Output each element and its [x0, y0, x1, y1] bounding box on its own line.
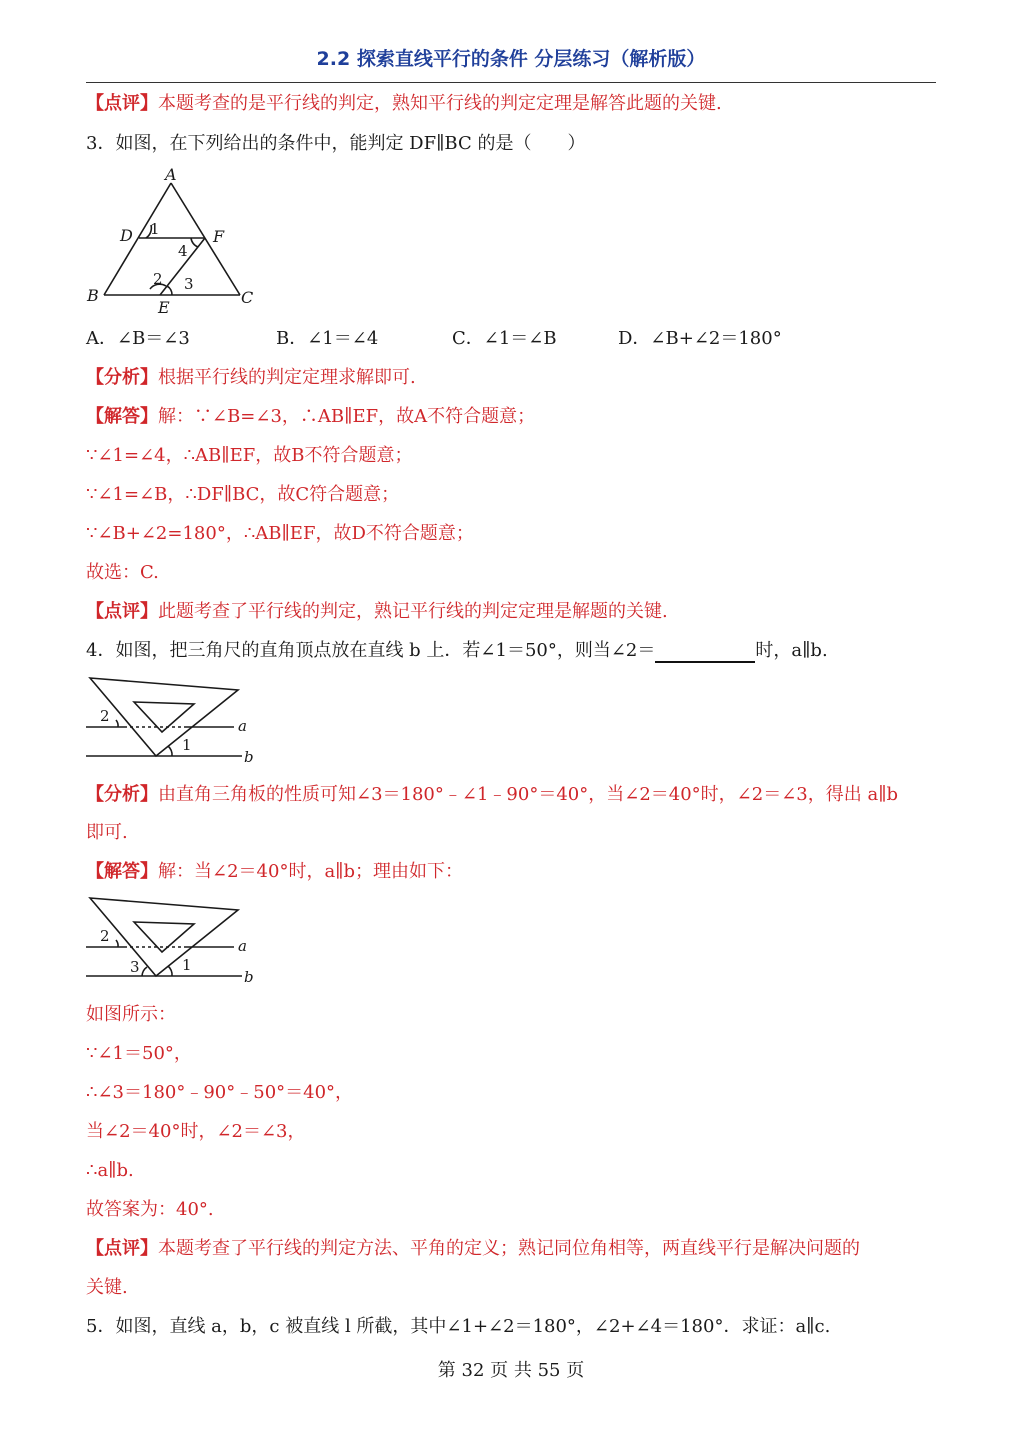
option-c: C．∠1＝∠B: [452, 328, 557, 349]
q3-answer-line-3: ∵∠1=∠B，∴DF∥BC，故C符合题意；: [86, 484, 400, 505]
side-ac: [171, 183, 240, 295]
angle-2-arc: [116, 940, 118, 947]
q4-review-line-1: [86, 1237, 860, 1261]
q4-stem-post: 时，a∥b.: [755, 640, 828, 661]
label-angle-1: 1: [182, 736, 192, 754]
q3-answer-line-4: ∵∠B+∠2=180°，∴AB∥EF，故D不符合题意；: [86, 523, 474, 544]
header-divider: [86, 82, 936, 83]
q4-answer-line-1: [86, 860, 463, 884]
angle-4-arc: [191, 238, 198, 247]
q3-answer-line-1: [86, 405, 535, 429]
option-b: B．∠1＝∠4: [276, 328, 379, 349]
answer-tag: 【解答】: [86, 861, 158, 882]
q4-setsquare-figure: [86, 672, 266, 768]
analysis-text: 根据平行线的判定定理求解即可.: [158, 367, 416, 388]
q4-answer-line-7: 故答案为：40°.: [86, 1199, 214, 1220]
label-b: B: [87, 286, 99, 305]
q3-review: [86, 600, 668, 624]
analysis-tag: 【分析】: [86, 367, 158, 388]
q3-answer-line-2: ∵∠1=∠4，∴AB∥EF，故B不符合题意；: [86, 445, 413, 466]
q4-analysis-line-2: 即可.: [86, 822, 128, 843]
q3-answer-line-5: 故选：C.: [86, 562, 159, 583]
label-line-b: b: [244, 748, 254, 766]
answer-blank: [655, 643, 755, 663]
label-angle-4: 4: [178, 242, 188, 260]
label-angle-2: 2: [100, 927, 110, 945]
label-d: D: [120, 226, 133, 245]
q4-analysis-line-1: [86, 783, 898, 807]
q4-solution-figure: [86, 892, 266, 988]
angle-2-arc: [116, 720, 118, 727]
option-d: D．∠B+∠2＝180°: [618, 328, 782, 349]
setsquare-outer: [90, 678, 238, 756]
label-angle-1: 1: [182, 956, 192, 974]
q4-answer-line-3: ∵∠1＝50°，: [86, 1043, 192, 1064]
angle-3-arc: [142, 967, 147, 976]
label-angle-1: 1: [150, 220, 160, 238]
analysis-text: 由直角三角板的性质可知∠3＝180°﹣∠1﹣90°＝40°，当∠2＝40°时，∠2＝∠3，得出 a∥b: [158, 784, 899, 805]
q4-review-line-2: 关键.: [86, 1277, 128, 1298]
analysis-tag: 【分析】: [86, 784, 158, 805]
label-a: A: [165, 165, 177, 184]
review-line-prev: [86, 92, 722, 116]
q5-stem: 5．如图，直线 a，b，c 被直线 l 所截，其中∠1+∠2＝180°，∠2+∠4＝180°．求证：a∥c.: [86, 1316, 831, 1337]
label-line-a: a: [238, 717, 247, 735]
label-angle-3: 3: [130, 958, 140, 976]
q4-answer-line-2: 如图所示：: [86, 1004, 176, 1025]
label-e: E: [158, 298, 170, 317]
label-line-a: a: [238, 937, 247, 955]
label-c: C: [241, 288, 254, 307]
label-angle-2: 2: [100, 707, 110, 725]
q3-options: [86, 327, 782, 351]
angle-3-arc: [167, 286, 172, 295]
answer-text: 解：∵∠B=∠3，∴AB∥EF，故A不符合题意；: [158, 406, 536, 427]
q3-stem: 3．如图，在下列给出的条件中，能判定 DF∥BC 的是（ ）: [86, 133, 586, 154]
q3-triangle-figure: [82, 165, 262, 317]
review-text: 本题考查的是平行线的判定，熟知平行线的判定定理是解答此题的关键.: [158, 93, 722, 114]
review-tag: 【点评】: [86, 93, 158, 114]
q4-answer-line-6: ∴a∥b.: [86, 1160, 134, 1181]
page-number: 第 32 页 共 55 页: [437, 1360, 585, 1381]
label-f: F: [213, 227, 225, 246]
option-a: A．∠B＝∠3: [86, 328, 190, 349]
q4-stem-pre: 4．如图，把三角尺的直角顶点放在直线 b 上．若∠1＝50°，则当∠2＝: [86, 640, 656, 661]
q4-stem: [86, 639, 828, 663]
q4-answer-line-5: 当∠2＝40°时，∠2＝∠3，: [86, 1121, 306, 1142]
label-angle-2: 2: [153, 270, 163, 288]
answer-tag: 【解答】: [86, 406, 158, 427]
review-tag: 【点评】: [86, 601, 158, 622]
page-title: 2.2 探索直线平行的条件 分层练习（解析版）: [316, 48, 706, 70]
review-text: 本题考查了平行线的判定方法、平角的定义；熟记同位角相等，两直线平行是解决问题的: [158, 1238, 860, 1259]
angle-1-arc: [168, 746, 172, 756]
label-angle-3: 3: [184, 275, 194, 293]
review-text: 此题考查了平行线的判定，熟记平行线的判定定理是解题的关键.: [158, 601, 668, 622]
answer-text: 解：当∠2＝40°时，a∥b；理由如下：: [158, 861, 464, 882]
q3-analysis: [86, 366, 416, 390]
q4-answer-line-4: ∴∠3＝180°﹣90°﹣50°＝40°，: [86, 1082, 354, 1103]
label-line-b: b: [244, 968, 254, 986]
review-tag: 【点评】: [86, 1238, 158, 1259]
angle-1-arc: [168, 966, 172, 976]
setsquare-outer: [90, 898, 238, 976]
